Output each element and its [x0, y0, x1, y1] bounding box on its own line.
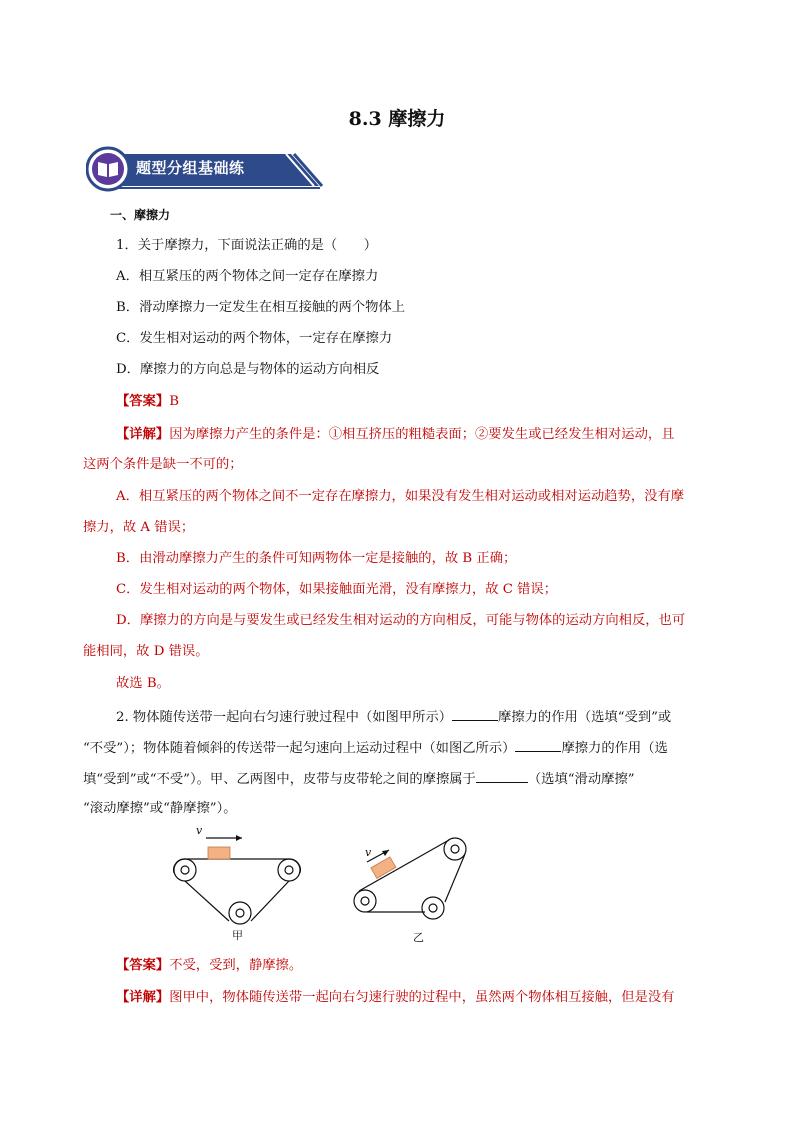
- q1-stem: 1．关于摩擦力，下面说法正确的是（ ）: [116, 238, 378, 253]
- section-banner: [86, 146, 326, 192]
- q1-option-d: D．摩擦力的方向总是与物体的运动方向相反: [116, 362, 380, 377]
- detail-tag: 【详解】: [116, 427, 170, 442]
- blank-1: [452, 706, 498, 721]
- detail-tag: 【详解】: [116, 990, 170, 1005]
- q1-option-a: A．相互紧压的两个物体之间一定存在摩擦力: [116, 269, 379, 284]
- banner-label: 题型分组基础练: [136, 159, 245, 177]
- answer-tag: 【答案】: [116, 958, 170, 973]
- q1-explain-c: C．发生相对运动的两个物体，如果接触面光滑，没有摩擦力，故 C 错误；: [116, 582, 558, 597]
- block-jia: [208, 847, 230, 859]
- q1-explain-a-2: 擦力，故 A 错误；: [83, 520, 195, 535]
- q2-answer: [116, 956, 302, 976]
- q2-detail-line-1: 【详解】图甲中，物体随传送带一起向右匀速行驶的过程中，虽然两个物体相互接触，但是没有: [116, 990, 675, 1005]
- answer-value: 不受，受到，静摩擦。: [169, 958, 303, 973]
- blank-3: [476, 768, 528, 783]
- q1-explain-b: B．由滑动摩擦力产生的条件可知两物体一定是接触的，故 B 正确；: [116, 551, 517, 566]
- conveyor-inclined-diagram: [345, 826, 475, 930]
- figure-yi: [345, 826, 475, 944]
- q1-option-b: B．滑动摩擦力一定发生在相互接触的两个物体上: [116, 300, 406, 315]
- figure-jia: [168, 824, 308, 942]
- page-title: 8.3 摩擦力: [348, 108, 446, 130]
- q1-detail-line-2: 这两个条件是缺一不可的；: [83, 457, 243, 472]
- blank-2: [515, 737, 561, 752]
- q1-explain-d-2: 能相同，故 D 错误。: [83, 644, 209, 659]
- answer-tag: 【答案】: [116, 394, 170, 409]
- q1-conclusion: 故选 B。: [116, 676, 170, 691]
- figure-jia-caption: 甲: [232, 929, 243, 942]
- q2-line-2: “不受”）；物体随着倾斜的传送带一起匀速向上运动过程中（如图乙所示） 摩擦力的作用（选: [83, 737, 668, 759]
- q1-explain-a-1: A．相互紧压的两个物体之间不一定存在摩擦力，如果没有发生相对运动或相对运动趋势，没有摩: [116, 489, 685, 504]
- q1-answer: [116, 392, 179, 412]
- q1-detail-line-1: 【详解】因为摩擦力产生的条件是：①相互挤压的粗糙表面；②要发生或已经发生相对运动，且: [116, 427, 675, 442]
- q2-line-1: 2. 物体随传送带一起向右匀速行驶过程中（如图甲所示） 摩擦力的作用（选填“受到”或: [116, 706, 671, 728]
- q2-line-3: 填“受到”或“不受”）。甲、乙两图中，皮带与皮带轮之间的摩擦属于 （选填“滑动摩擦”: [83, 768, 635, 790]
- q1-option-c: C．发生相对运动的两个物体，一定存在摩擦力: [116, 331, 393, 346]
- block-yi: [371, 857, 396, 878]
- velocity-label-jia: v: [196, 824, 203, 837]
- velocity-label-yi: v: [365, 846, 372, 859]
- q1-explain-d-1: D．摩擦力的方向是与要发生或已经发生相对运动的方向相反，可能与物体的运动方向相反，也可: [116, 613, 686, 628]
- section-heading: 一、摩擦力: [110, 208, 171, 222]
- answer-value: B: [169, 394, 179, 409]
- q2-line-4: “滚动摩擦”或“静摩擦”）。: [83, 801, 237, 816]
- conveyor-horizontal-diagram: [168, 824, 308, 928]
- figure-yi-caption: 乙: [413, 931, 424, 944]
